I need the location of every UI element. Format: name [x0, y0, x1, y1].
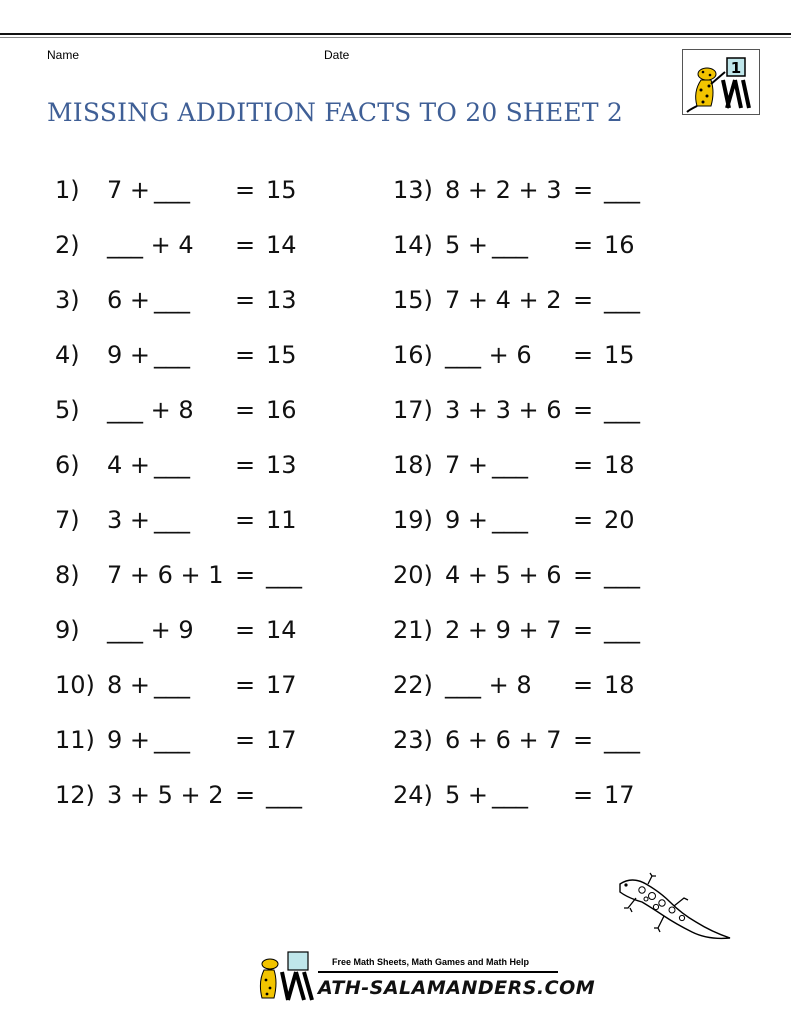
- problem-item: [55, 396, 355, 430]
- equals-sign: =: [573, 506, 594, 534]
- equals-sign: =: [573, 616, 594, 644]
- problem-item: [393, 286, 693, 320]
- problem-item: [393, 671, 693, 705]
- answer-blank: ___: [604, 286, 640, 314]
- problem-item: [393, 616, 693, 650]
- problem-left: 7 + 4 + 2: [445, 286, 562, 314]
- problem-result: 14: [266, 231, 297, 259]
- equals-sign: =: [573, 451, 594, 479]
- problem-result: 13: [266, 286, 297, 314]
- footer-tagline: Free Math Sheets, Math Games and Math Help: [332, 957, 530, 967]
- problem-number: 10): [55, 671, 95, 699]
- problem-result: 20: [604, 506, 635, 534]
- answer-blank: ___: [604, 616, 640, 644]
- footer-salamander-logo-icon: [258, 950, 320, 1002]
- problem-result: 15: [266, 341, 297, 369]
- answer-blank[interactable]: ___: [154, 286, 190, 314]
- problem-left: ___ + 8: [445, 671, 532, 699]
- problem-item: [55, 231, 355, 265]
- equals-sign: =: [235, 451, 256, 479]
- problem-item: [55, 286, 355, 320]
- equals-sign: =: [235, 561, 256, 589]
- problem-result: 18: [604, 451, 635, 479]
- footer-divider: [318, 971, 558, 973]
- page-title: MISSING ADDITION FACTS TO 20 SHEET 2: [47, 98, 623, 127]
- problem-item: [393, 451, 693, 485]
- problem-item: [55, 451, 355, 485]
- problem-left: 2 + 9 + 7: [445, 616, 562, 644]
- problem-number: 19): [393, 506, 433, 534]
- problem-result: 17: [266, 726, 297, 754]
- answer-blank: ___: [266, 781, 302, 809]
- problem-number: 16): [393, 341, 433, 369]
- answer-blank[interactable]: ___: [492, 506, 528, 534]
- problem-left: 6 +: [107, 286, 151, 314]
- problem-number: 6): [55, 451, 80, 479]
- equals-sign: =: [235, 396, 256, 424]
- problem-left: 7 + 6 + 1: [107, 561, 224, 589]
- footer-site-name: ATH-SALAMANDERS.COM: [318, 977, 596, 999]
- answer-blank[interactable]: ___: [154, 671, 190, 699]
- problem-number: 22): [393, 671, 433, 699]
- equals-sign: =: [235, 671, 256, 699]
- date-label: Date: [324, 48, 350, 62]
- problem-item: [393, 726, 693, 760]
- problem-number: 17): [393, 396, 433, 424]
- problem-left: 3 + 3 + 6: [445, 396, 562, 424]
- equals-sign: =: [573, 561, 594, 589]
- problem-left: 8 + 2 + 3: [445, 176, 562, 204]
- problem-item: [393, 341, 693, 375]
- problem-left: 4 +: [107, 451, 151, 479]
- name-label: Name: [47, 48, 80, 62]
- logo-badge-text: 1: [730, 59, 742, 77]
- problem-result: 17: [604, 781, 635, 809]
- problem-left: 7 +: [445, 451, 489, 479]
- equals-sign: =: [235, 506, 256, 534]
- problem-result: 15: [266, 176, 297, 204]
- answer-blank: ___: [266, 561, 302, 589]
- problem-number: 9): [55, 616, 80, 644]
- problem-result: 13: [266, 451, 297, 479]
- problem-item: [55, 671, 355, 705]
- answer-blank[interactable]: ___: [492, 231, 528, 259]
- problem-left: 3 +: [107, 506, 151, 534]
- equals-sign: =: [573, 231, 594, 259]
- answer-blank[interactable]: ___: [154, 341, 190, 369]
- salamander-illustration-icon: [612, 872, 737, 947]
- problem-left: 3 + 5 + 2: [107, 781, 224, 809]
- problem-left: 5 +: [445, 231, 489, 259]
- equals-sign: =: [235, 341, 256, 369]
- problem-number: 2): [55, 231, 80, 259]
- problem-left: 9 +: [107, 726, 151, 754]
- problem-left: ___ + 6: [445, 341, 532, 369]
- answer-blank[interactable]: ___: [154, 176, 190, 204]
- problem-number: 12): [55, 781, 95, 809]
- answer-blank: ___: [604, 176, 640, 204]
- answer-blank: ___: [604, 561, 640, 589]
- answer-blank[interactable]: ___: [492, 451, 528, 479]
- equals-sign: =: [573, 286, 594, 314]
- problem-number: 11): [55, 726, 95, 754]
- problem-left: 7 +: [107, 176, 151, 204]
- problem-item: [55, 616, 355, 650]
- equals-sign: =: [235, 726, 256, 754]
- equals-sign: =: [573, 176, 594, 204]
- problem-item: [393, 231, 693, 265]
- answer-blank[interactable]: ___: [492, 781, 528, 809]
- problem-item: [393, 396, 693, 430]
- problem-number: 24): [393, 781, 433, 809]
- problem-left: ___ + 8: [107, 396, 194, 424]
- problem-left: 9 +: [107, 341, 151, 369]
- problem-result: 16: [266, 396, 297, 424]
- problem-result: 17: [266, 671, 297, 699]
- problem-left: 4 + 5 + 6: [445, 561, 562, 589]
- answer-blank[interactable]: ___: [154, 726, 190, 754]
- equals-sign: =: [235, 616, 256, 644]
- problem-number: 20): [393, 561, 433, 589]
- problem-result: 14: [266, 616, 297, 644]
- problem-result: 15: [604, 341, 635, 369]
- answer-blank: ___: [604, 726, 640, 754]
- problem-left: 5 +: [445, 781, 489, 809]
- equals-sign: =: [573, 396, 594, 424]
- problem-number: 18): [393, 451, 433, 479]
- problem-number: 15): [393, 286, 433, 314]
- equals-sign: =: [235, 176, 256, 204]
- equals-sign: =: [573, 671, 594, 699]
- answer-blank[interactable]: ___: [154, 506, 190, 534]
- problem-item: [55, 506, 355, 540]
- problem-left: 8 +: [107, 671, 151, 699]
- problem-result: 18: [604, 671, 635, 699]
- problem-item: [393, 506, 693, 540]
- problem-number: 13): [393, 176, 433, 204]
- problem-item: [55, 561, 355, 595]
- answer-blank[interactable]: ___: [154, 451, 190, 479]
- problem-item: [393, 176, 693, 210]
- problem-left: 9 +: [445, 506, 489, 534]
- problem-item: [55, 726, 355, 760]
- problem-result: 11: [266, 506, 297, 534]
- equals-sign: =: [235, 781, 256, 809]
- problem-left: ___ + 9: [107, 616, 194, 644]
- problem-left: ___ + 4: [107, 231, 194, 259]
- problem-number: 7): [55, 506, 80, 534]
- problem-number: 4): [55, 341, 80, 369]
- problem-item: [55, 781, 355, 815]
- problem-result: 16: [604, 231, 635, 259]
- equals-sign: =: [235, 286, 256, 314]
- problem-item: [55, 341, 355, 375]
- problem-item: [393, 561, 693, 595]
- problem-item: [393, 781, 693, 815]
- equals-sign: =: [235, 231, 256, 259]
- answer-blank: ___: [604, 396, 640, 424]
- problem-left: 6 + 6 + 7: [445, 726, 562, 754]
- problem-number: 3): [55, 286, 80, 314]
- equals-sign: =: [573, 781, 594, 809]
- problem-number: 5): [55, 396, 80, 424]
- problem-number: 21): [393, 616, 433, 644]
- problem-number: 8): [55, 561, 80, 589]
- problem-item: [55, 176, 355, 210]
- problem-number: 14): [393, 231, 433, 259]
- problem-number: 1): [55, 176, 80, 204]
- equals-sign: =: [573, 726, 594, 754]
- equals-sign: =: [573, 341, 594, 369]
- problem-number: 23): [393, 726, 433, 754]
